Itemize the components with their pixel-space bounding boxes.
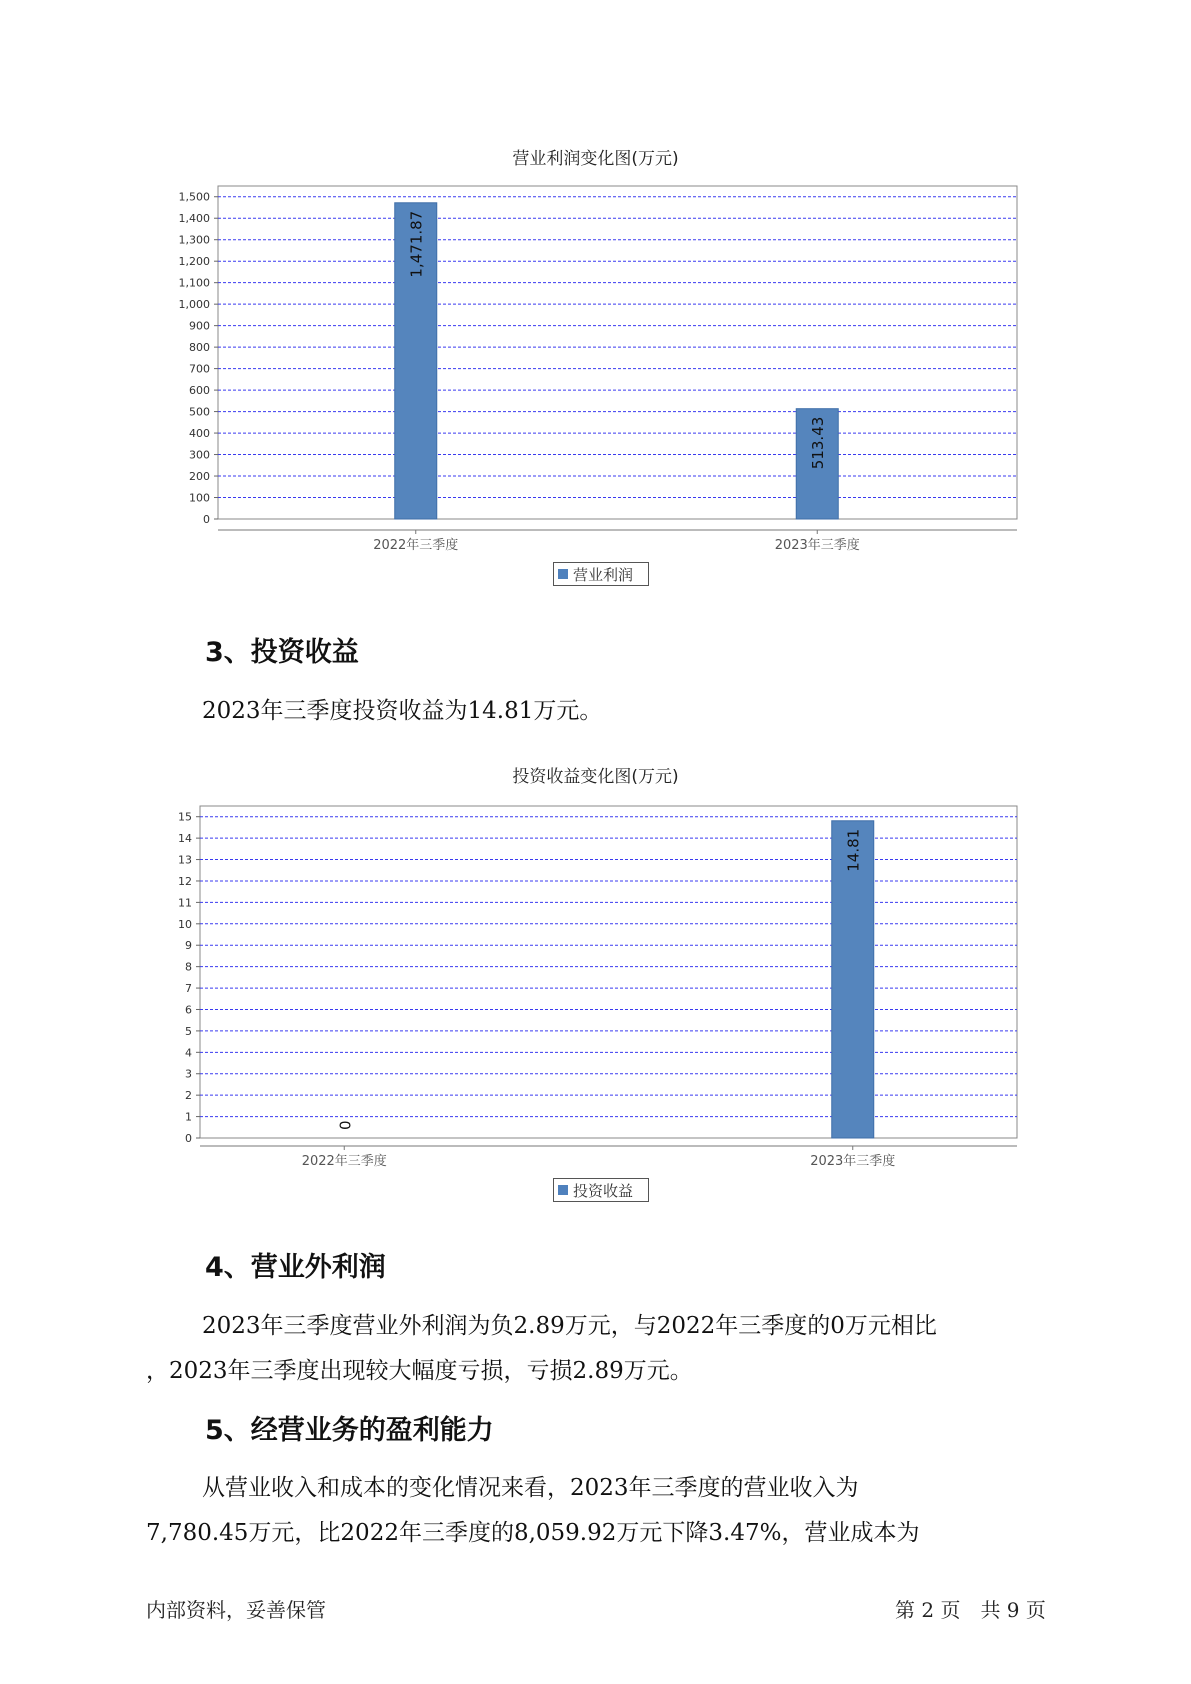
bar-value-label: 14.81 — [844, 828, 863, 872]
section5-paragraph-line2: 7,780.45万元，比2022年三季度的8,059.92万元下降3.47%，营业成本为 — [146, 1520, 920, 1546]
y-tick-label: 300 — [189, 448, 210, 462]
section4-paragraph-line1: 2023年三季度营业外利润为负2.89万元，与2022年三季度的0万元相比 — [202, 1313, 937, 1339]
section3-heading: 3、投资收益 — [205, 637, 359, 668]
bar-value-label: 1,471.87 — [407, 210, 426, 278]
section3-paragraph: 2023年三季度投资收益为14.81万元。 — [202, 698, 603, 724]
y-tick-label: 0 — [185, 1132, 192, 1145]
chart1-legend-label: 营业利润 — [573, 565, 634, 584]
bar-value-label: 513.43 — [809, 416, 828, 470]
y-tick-label: 1,300 — [178, 233, 210, 247]
y-tick-label: 15 — [178, 810, 192, 824]
y-tick-label: 1,000 — [178, 298, 210, 312]
y-tick-label: 10 — [178, 917, 192, 931]
y-tick-label: 2 — [185, 1089, 192, 1103]
y-tick-label: 5 — [185, 1024, 192, 1038]
y-tick-label: 100 — [189, 491, 210, 505]
y-tick-label: 1,500 — [178, 190, 210, 204]
y-tick-label: 1,400 — [178, 212, 210, 226]
section5-heading: 5、经营业务的盈利能力 — [205, 1415, 494, 1446]
y-tick-label: 9 — [185, 939, 192, 953]
y-tick-label: 7 — [185, 982, 192, 996]
chart2-title: 投资收益变化图(万元) — [512, 767, 679, 787]
y-tick-label: 1,200 — [178, 255, 210, 269]
chart2-legend-label: 投资收益 — [573, 1181, 634, 1200]
y-tick-label: 400 — [189, 427, 210, 441]
footer-confidential: 内部资料，妥善保管 — [146, 1598, 326, 1622]
y-tick-label: 1,100 — [178, 276, 210, 290]
y-tick-label: 13 — [178, 853, 192, 867]
legend-swatch — [558, 1185, 568, 1195]
y-tick-label: 900 — [189, 319, 210, 333]
y-tick-label: 600 — [189, 384, 210, 398]
chart2-legend — [553, 1178, 649, 1202]
x-tick-label: 2022年三季度 — [373, 538, 459, 553]
bar-value-label: 0 — [336, 1120, 355, 1130]
x-tick-label: 2023年三季度 — [774, 538, 860, 553]
y-tick-label: 200 — [189, 470, 210, 484]
y-tick-label: 1 — [185, 1110, 192, 1124]
y-tick-label: 800 — [189, 341, 210, 355]
y-tick-label: 700 — [189, 362, 210, 376]
y-tick-label: 0 — [203, 513, 210, 526]
plot-area — [200, 806, 1017, 1138]
footer-page-number: 第 2 页 共 9 页 — [895, 1598, 1046, 1622]
y-tick-label: 14 — [178, 832, 192, 846]
x-tick-label: 2023年三季度 — [810, 1154, 896, 1169]
y-tick-label: 12 — [178, 874, 192, 888]
y-tick-label: 4 — [185, 1046, 192, 1060]
section4-paragraph-line2: ，2023年三季度出现较大幅度亏损，亏损2.89万元。 — [146, 1358, 693, 1384]
y-tick-label: 11 — [178, 896, 192, 910]
y-tick-label: 6 — [185, 1003, 192, 1017]
section5-paragraph-line1: 从营业收入和成本的变化情况来看，2023年三季度的营业收入为 — [202, 1475, 859, 1501]
y-tick-label: 500 — [189, 405, 210, 419]
y-tick-label: 3 — [185, 1067, 192, 1081]
section4-heading: 4、营业外利润 — [205, 1252, 386, 1283]
x-tick-label: 2022年三季度 — [301, 1154, 387, 1169]
chart1-title: 营业利润变化图(万元) — [512, 149, 679, 169]
y-tick-label: 8 — [185, 960, 192, 974]
